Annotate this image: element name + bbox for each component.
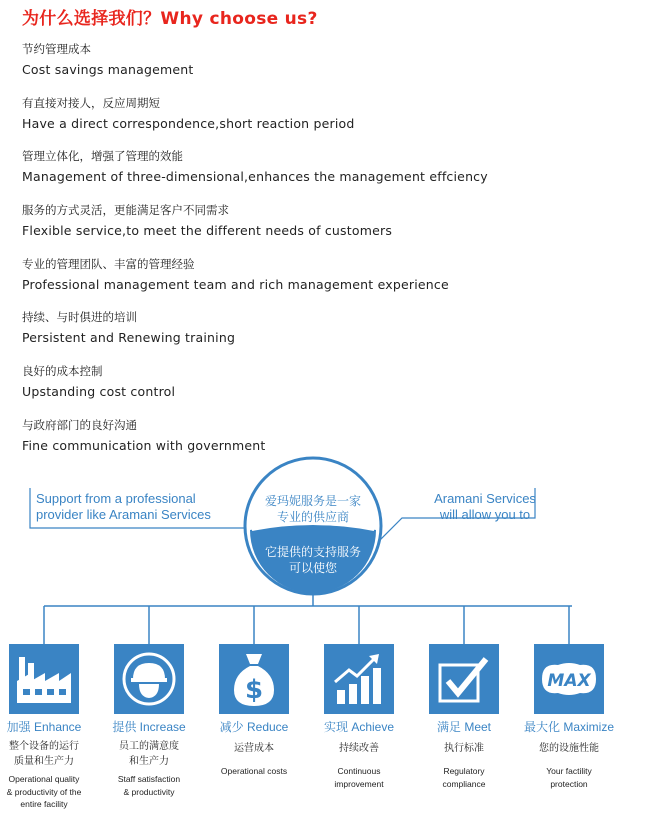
services-callout-line-2: will allow you to: [439, 507, 531, 522]
benefit-en: [99, 773, 199, 798]
benefit-en-line: compliance: [442, 778, 486, 789]
svg-text:$: $: [244, 675, 264, 705]
svg-text:MAX: MAX: [547, 671, 591, 691]
benefit-achieve: [309, 644, 409, 790]
reasons-list: [22, 42, 642, 472]
benefit-zh: [309, 741, 409, 756]
checkmark-icon: [429, 644, 499, 714]
reason-en: Have a direct correspondence,short reaction period: [22, 115, 355, 131]
benefit-zh-line: 您的设施性能: [539, 743, 599, 754]
benefit-zh-line: 和生产力: [129, 756, 169, 767]
benefit-label: 加强 Enhance: [6, 720, 82, 734]
reason-item: [22, 203, 642, 257]
services-callout-line-1: Aramani Services: [434, 491, 536, 506]
benefit-label: 实现 Achieve: [323, 720, 395, 734]
reason-zh: 管理立体化，增强了管理的效能: [22, 149, 183, 164]
reason-zh: 节约管理成本: [22, 42, 91, 56]
provider-callout: [36, 491, 221, 523]
reason-en: Management of three-dimensional,enhances the management effciency: [22, 169, 488, 185]
benefit-label: 减少 Reduce: [219, 720, 289, 734]
reason-zh: 专业的管理团队、丰富的管理经验: [22, 256, 195, 271]
reason-zh: 服务的方式灵活，更能满足客户不同需求: [22, 203, 229, 218]
benefit-en-line: improvement: [334, 778, 384, 789]
reason-item: [22, 96, 642, 150]
benefit-meet: [414, 644, 514, 790]
benefit-zh: [99, 739, 199, 769]
provider-callout-line-1: Support from a professional: [36, 491, 196, 506]
benefit-en-line: Staff satisfaction: [117, 774, 181, 784]
reason-zh: 有直接对接人，反应周期短: [22, 95, 160, 110]
benefit-increase: [99, 644, 199, 798]
reason-item: [22, 149, 642, 203]
benefit-en-line: Regulatory: [443, 766, 485, 776]
reason-item: [22, 42, 642, 96]
page-title: 为什么选择我们？Why choose us?: [22, 9, 318, 29]
max-icon: [534, 644, 604, 714]
benefit-reduce: [204, 644, 304, 778]
provider-callout-line-2: provider like Aramani Services: [36, 507, 211, 522]
reason-en: Fine communication with government: [22, 437, 266, 453]
circle-bottom-text: [248, 544, 378, 576]
benefit-en-line: & productivity: [123, 786, 175, 797]
benefit-label: 满足 Meet: [436, 720, 491, 734]
benefit-zh-line: 质量和生产力: [14, 756, 74, 767]
reason-en: Flexible service,to meet the different needs of customers: [22, 223, 393, 239]
reason-item: [22, 257, 642, 311]
benefit-en-line: & productivity of the: [6, 786, 82, 797]
benefit-zh: [204, 741, 304, 756]
benefit-label: 提供 Increase: [112, 720, 186, 734]
benefit-en: [519, 765, 619, 790]
benefit-zh-line: 员工的满意度: [119, 741, 179, 752]
services-callout: [420, 491, 550, 523]
benefit-en-line: Your factility: [546, 766, 592, 776]
reason-en: Professional management team and rich management experience: [22, 276, 449, 292]
benefit-zh-line: 执行标准: [444, 743, 484, 754]
benefit-en-line: Operational costs: [220, 766, 288, 776]
benefit-en: [309, 765, 409, 790]
circle-top-line-1: 爱玛妮服务是一家: [264, 494, 361, 508]
benefit-en-line: protection: [550, 778, 588, 789]
reason-zh: 良好的成本控制: [22, 364, 103, 379]
benefit-en: [414, 765, 514, 790]
benefit-zh: [414, 741, 514, 756]
benefit-zh-line: 整个设备的运行: [9, 741, 79, 752]
factory-icon: [9, 644, 79, 714]
circle-bottom-line-2: 可以使您: [288, 561, 337, 575]
reason-zh: 与政府部门的良好沟通: [22, 417, 137, 432]
reason-en: Persistent and Renewing training: [22, 330, 236, 346]
worker-helmet-icon: [114, 644, 184, 714]
growth-chart-icon: [324, 644, 394, 714]
circle-top-line-2: 专业的供应商: [276, 510, 349, 524]
benefit-zh-line: 持续改善: [339, 743, 379, 754]
benefit-zh: [519, 741, 619, 756]
reason-item: [22, 310, 642, 364]
reason-en: Upstanding cost control: [22, 384, 176, 400]
circle-bottom-line-1: 它提供的支持服务: [264, 545, 361, 559]
benefit-en-line: Continuous: [337, 766, 381, 776]
reason-zh: 持续、与时俱进的培训: [22, 310, 137, 325]
benefit-en-line: entire facility: [20, 799, 68, 809]
benefit-en-line: Operational quality: [8, 774, 80, 784]
circle-top-text: [248, 493, 378, 525]
benefit-label: 最大化 Maximize: [523, 720, 614, 734]
benefit-zh-line: 运营成本: [234, 743, 274, 754]
reason-item: [22, 364, 642, 418]
benefit-enhance: [0, 644, 94, 811]
benefit-en: [204, 765, 304, 778]
benefit-zh: [0, 739, 94, 769]
reason-en: Cost savings management: [22, 62, 194, 77]
benefit-maximize: [519, 644, 619, 790]
benefit-en: [0, 773, 94, 811]
money-bag-icon: [219, 644, 289, 714]
